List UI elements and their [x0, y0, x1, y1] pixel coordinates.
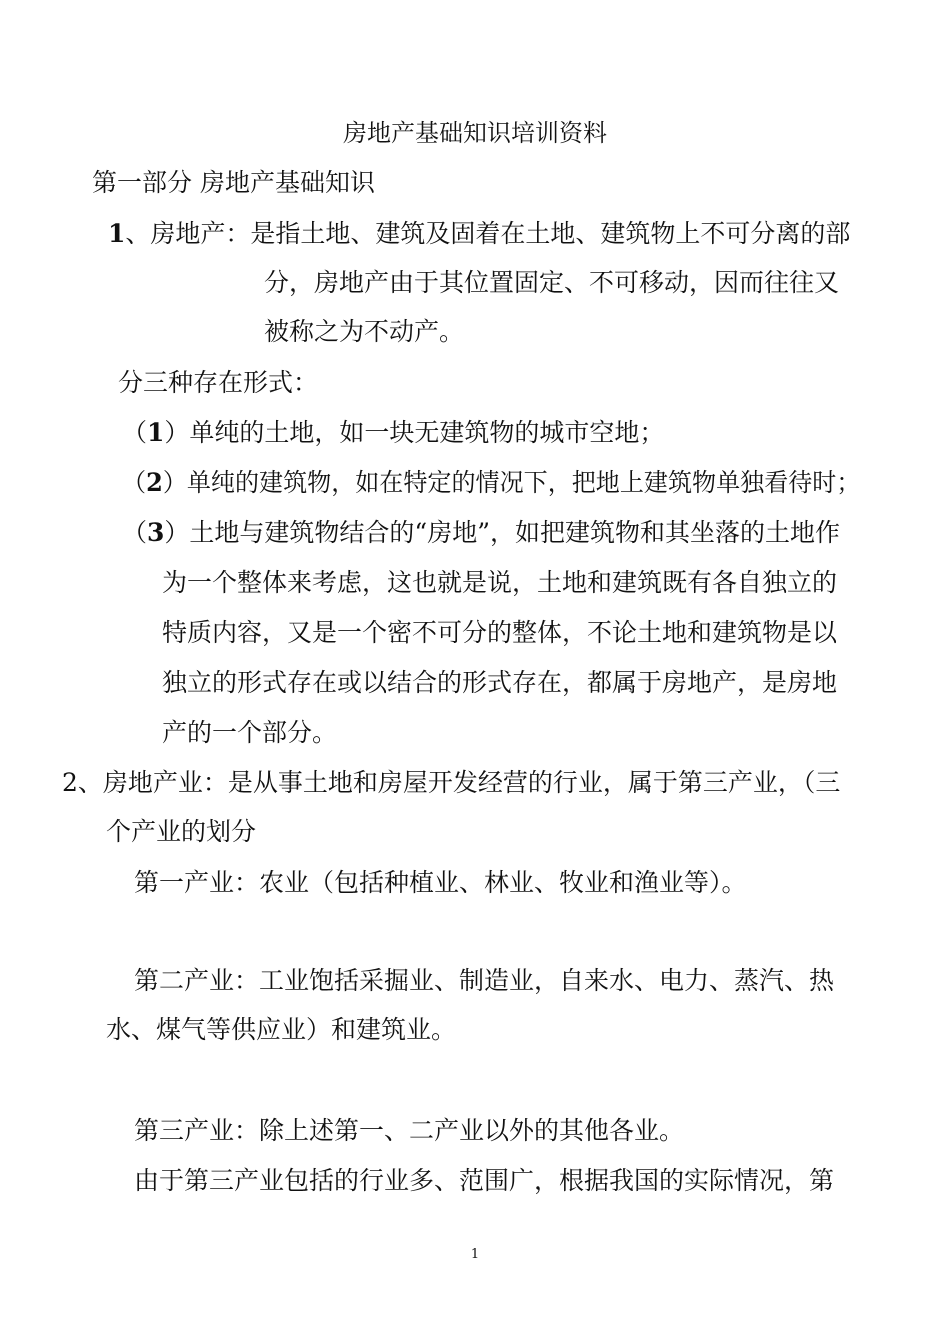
industry2-line2: 水、煤气等供应业）和建筑业。 — [106, 1015, 457, 1044]
form3-paren: （ — [122, 518, 148, 547]
form3-text: ）土地与建筑物结合的“房地”，如把建筑物和其坐落的土地作 — [164, 518, 840, 547]
form1-number: 1 — [147, 418, 165, 447]
tertiary-note-line: 由于第三产业包括的行业多、范围广，根据我国的实际情况，第 — [134, 1166, 835, 1195]
form2-text: ）单纯的建筑物，如在特定的情况下，把地上建筑物单独看待时； — [162, 468, 861, 497]
form2-number: 2 — [146, 468, 163, 497]
form1-line — [122, 416, 664, 450]
form3-line3: 特质内容，又是一个密不可分的整体，不论土地和建筑物是以 — [162, 618, 838, 647]
item2-line2: 个产业的划分 — [106, 817, 257, 846]
industry3-line: 第三产业：除上述第一、二产业以外的其他各业。 — [134, 1116, 685, 1145]
form1-paren: （ — [122, 418, 148, 447]
item1-number: 1 — [108, 219, 126, 248]
form1-text: ）单纯的土地，如一块无建筑物的城市空地； — [164, 418, 665, 447]
forms-heading: 分三种存在形式： — [118, 368, 319, 397]
form2-paren: （ — [122, 468, 147, 497]
form3-line4: 独立的形式存在或以结合的形式存在，都属于房地产，是房地 — [162, 668, 838, 697]
form3-number: 3 — [147, 518, 165, 547]
document-title: 房地产基础知识培训资料 — [343, 119, 607, 147]
item1-text: 、房地产：是指土地、建筑及固着在土地、建筑物上不可分离的部 — [125, 219, 851, 248]
item1-line2: 分，房地产由于其位置固定、不可移动，因而往往又 — [264, 268, 840, 297]
part-heading: 第一部分 房地产基础知识 — [92, 168, 375, 197]
form2-line — [122, 466, 860, 500]
item1-line1 — [108, 217, 850, 251]
industry1-line: 第一产业：农业（包括种植业、林业、牧业和渔业等）。 — [134, 868, 747, 897]
form3-line5: 产的一个部分。 — [162, 718, 338, 747]
industry2-line1: 第二产业：工业饱括采掘业、制造业，自来水、电力、蒸汽、热 — [134, 966, 835, 995]
item1-line3: 被称之为不动产。 — [264, 317, 465, 346]
form3-line1 — [122, 516, 840, 550]
form3-line2: 为一个整体来考虑，这也就是说，土地和建筑既有各自独立的 — [162, 568, 838, 597]
item2-line1: 2、房地产业：是从事土地和房屋开发经营的行业，属于第三产业，（三 — [62, 768, 841, 797]
page-number: 1 — [470, 1247, 480, 1262]
